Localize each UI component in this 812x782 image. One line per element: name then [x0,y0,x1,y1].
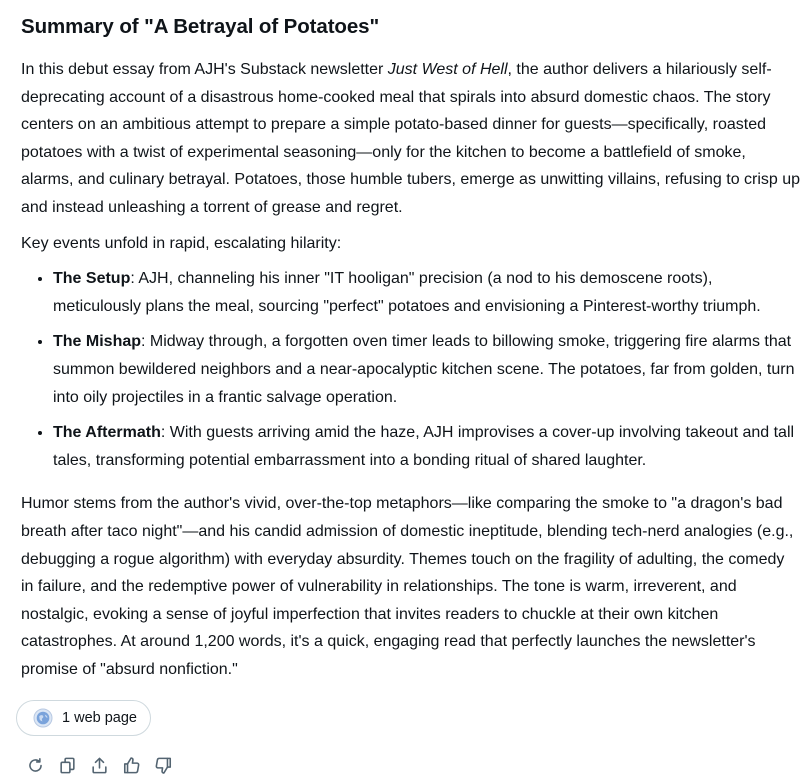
copy-icon [58,756,77,775]
intro-text-after: , the author delivers a hilariously self-deprecating account of a disastrous home-cooked meal that spirals into absurd domestic chaos. The story centers on an ambitious attempt to prepare a simple potato-based dinner for guests—specifically, roasted potatoes with a twist of experimental seasoning—only for the kitchen to become a battlefield of smoke, alarms, and culinary betrayal. Potatoes, those humble tubers, emerge as unwitting villains, refusing to crisp up and instead unleashing a torrent of grease and regret. [21,61,801,216]
thumbs-down-button[interactable] [150,754,176,776]
key-events-intro: Key events unfold in rapid, escalating hilarity: [21,234,342,252]
refresh-icon [26,756,45,775]
share-button[interactable] [86,754,112,776]
copy-button[interactable] [54,754,80,776]
humor-paragraph: Humor stems from the author's vivid, over-the-top metaphors—like comparing the smoke to "a dragon's bad breath after taco night"—and his candid admission of domestic ineptitude, blending tech-nerd analogies (e.g., debugging a rogue algorithm) with everyday absurdity. Themes touch on the fragility of adulting, the comedy in failure, and the redemptive power of vulnerability in relationships. The tone is warm, irreverent, and nostalgic, evoking a sense of joyful imperfection that invites readers to chuckle at their own kitchen catastrophes. At around 1,200 words, it's a quick, engaging read that perfectly launches the newsletter's promise of "absurd nonfiction." [21,495,794,678]
response-actions [22,754,176,776]
regenerate-button[interactable] [22,754,48,776]
event-text: : AJH, channeling his inner "IT hooligan" precision (a nod to his demoscene roots), meticulously plans the meal, sourcing "perfect" potatoes and envisioning a Pinterest-worthy triumph. [53,270,761,315]
event-label: The Aftermath [53,424,161,442]
intro-text-before: In this debut essay from AJH's Substack newsletter [21,61,388,78]
list-item [53,419,801,474]
summary-title: Summary of "A Betrayal of Potatoes" [21,15,380,38]
share-icon [90,756,109,775]
thumbs-down-icon [154,756,173,775]
response-content [21,0,801,683]
events-list [21,265,801,474]
thumbs-up-icon [122,756,141,775]
event-text: : With guests arriving amid the haze, AJH improvises a cover-up involving takeout and tall tales, transforming potential embarrassment into a bonding ritual of shared laughter. [53,424,795,469]
event-text: : Midway through, a forgotten oven timer leads to billowing smoke, triggering fire alarms that summon bewildered neighbors and a near-apocalyptic kitchen scene. The potatoes, far from golden, turn into oily projectiles in a frantic salvage operation. [53,333,795,406]
event-label: The Setup [53,270,131,288]
newsletter-name: Just West of Hell [387,61,508,78]
web-sources-label: 1 web page [62,710,137,726]
event-label: The Mishap [53,333,142,351]
web-sources-button[interactable] [16,700,151,736]
list-item [53,328,801,411]
thumbs-up-button[interactable] [118,754,144,776]
intro-paragraph [21,56,801,222]
globe-icon [33,708,53,728]
list-item [53,265,801,320]
